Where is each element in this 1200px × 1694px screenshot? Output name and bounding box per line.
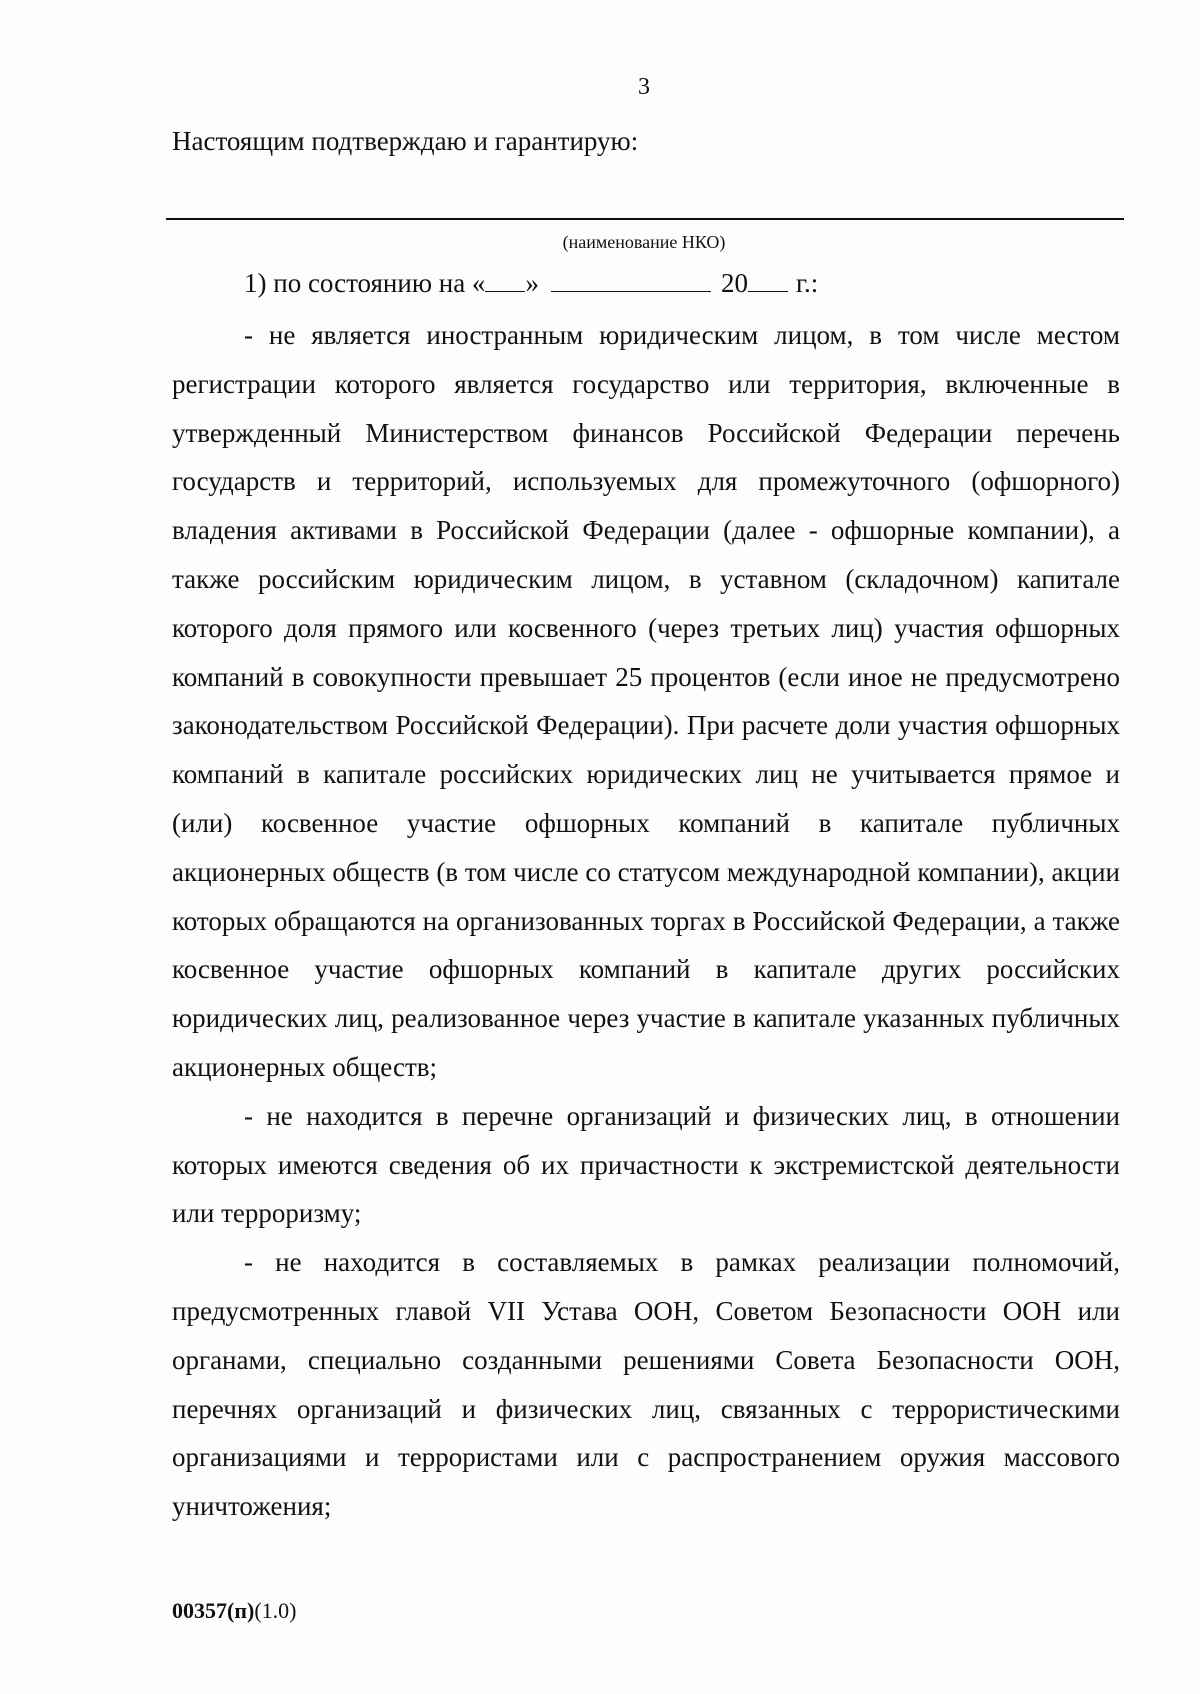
year-prefix: 20 — [720, 268, 748, 298]
date-prefix: 1) по состоянию на « — [244, 268, 486, 298]
document-code — [172, 1598, 296, 1624]
day-blank — [485, 269, 525, 292]
date-suffix: г.: — [795, 268, 819, 298]
date-close-quote: » — [525, 268, 539, 298]
intro-statement: Настоящим подтверждаю и гарантирую: — [172, 126, 639, 156]
paragraph-un-sanctions: - не находится в составляемых в рамках реализации полномочий, предусмотренных главой VII Устава ООН, Советом Безопасности ООН или органами, специально созданными решениями Совета Безопасности ООН, перечнях организаций и физических лиц, связанных с террористическими организациями и террористами или с распространением оружия массового уничтожения; — [172, 1247, 1120, 1522]
paragraph-extremism: - не находится в перечне организаций и физических лиц, в отношении которых имеются сведения об их причастности к экстремистской деятельности или терроризму; — [172, 1100, 1120, 1229]
date-line — [244, 268, 818, 299]
nko-name-blank-line — [166, 218, 1124, 220]
paragraph-offshore: - не является иностранным юридическим лицом, в том числе местом регистрации которого является государство или территория, включенные в утвержденный Министерством финансов Российской Федерации перечень государств и территорий, используемых для промежуточного (офшорного) владения активами в Российской Федерации (далее - офшорные компании), а также российским юридическим лицом, в уставном (складочном) капитале которого доля прямого или косвенного (через третьих лиц) участия офшорных компаний в совокупности превышает 25 процентов (если иное не предусмотрено законодательством Российской Федерации). При расчете доли участия офшорных компаний в капитале российских юридических лиц не учитывается прямое и (или) косвенное участие офшорных компаний в капитале публичных акционерных обществ (в том числе со статусом международной компании), акции которых обращаются на организованных торгах в Российской Федерации, а также косвенное участие офшорных компаний в капитале других российских юридических лиц, реализованное через участие в капитале указанных публичных акционерных обществ; — [172, 320, 1120, 1082]
document-code-version: (1.0) — [254, 1598, 297, 1623]
month-blank — [551, 269, 711, 292]
body-text — [172, 311, 1120, 1531]
year-blank — [748, 269, 788, 292]
page-number: 3 — [638, 74, 650, 100]
nko-name-caption: (наименование НКО) — [562, 232, 726, 252]
document-code-number: 00357(п) — [172, 1598, 255, 1623]
